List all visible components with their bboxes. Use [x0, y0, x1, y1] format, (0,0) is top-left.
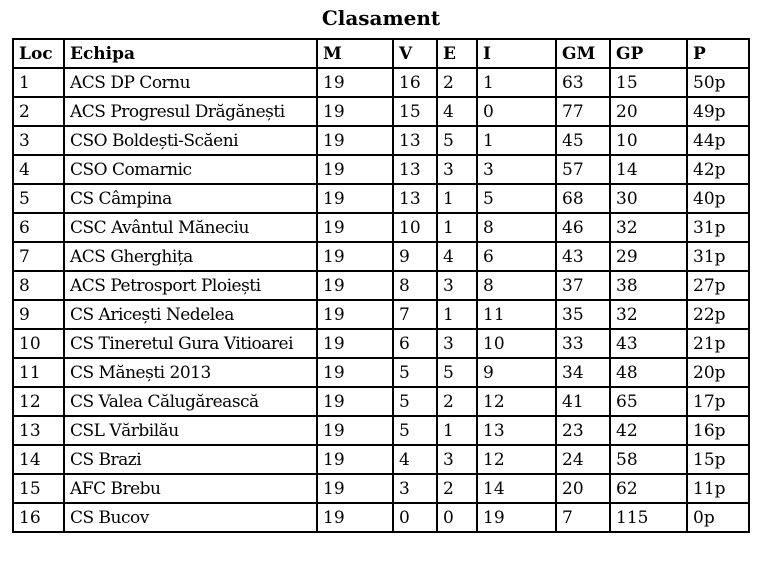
cell-draws: 0 — [437, 503, 477, 532]
cell-matches: 19 — [317, 242, 393, 271]
cell-team: CSO Boldești-Scăeni — [64, 126, 317, 155]
cell-points: 0p — [687, 503, 749, 532]
table-row — [13, 329, 749, 358]
cell-team: CSL Vărbilău — [64, 416, 317, 445]
cell-losses: 12 — [477, 387, 556, 416]
cell-points: 31p — [687, 242, 749, 271]
table-row — [13, 184, 749, 213]
cell-goals-against: 65 — [610, 387, 687, 416]
cell-matches: 19 — [317, 271, 393, 300]
cell-goals-for: 46 — [556, 213, 610, 242]
cell-goals-for: 20 — [556, 474, 610, 503]
table-row — [13, 242, 749, 271]
cell-losses: 5 — [477, 184, 556, 213]
cell-draws: 1 — [437, 300, 477, 329]
cell-losses: 14 — [477, 474, 556, 503]
cell-wins: 0 — [393, 503, 437, 532]
column-header-goals-for: GM — [556, 39, 610, 68]
cell-points: 21p — [687, 329, 749, 358]
cell-position: 8 — [13, 271, 64, 300]
cell-goals-against: 43 — [610, 329, 687, 358]
cell-losses: 1 — [477, 126, 556, 155]
cell-wins: 13 — [393, 184, 437, 213]
cell-goals-against: 10 — [610, 126, 687, 155]
cell-points: 49p — [687, 97, 749, 126]
cell-position: 14 — [13, 445, 64, 474]
cell-goals-for: 77 — [556, 97, 610, 126]
cell-points: 20p — [687, 358, 749, 387]
table-row — [13, 300, 749, 329]
cell-team: ACS DP Cornu — [64, 68, 317, 97]
cell-position: 4 — [13, 155, 64, 184]
cell-goals-against: 14 — [610, 155, 687, 184]
cell-losses: 9 — [477, 358, 556, 387]
cell-position: 11 — [13, 358, 64, 387]
column-header-losses: I — [477, 39, 556, 68]
table-row — [13, 213, 749, 242]
table-row — [13, 387, 749, 416]
cell-team: ACS Gherghița — [64, 242, 317, 271]
cell-matches: 19 — [317, 300, 393, 329]
cell-points: 11p — [687, 474, 749, 503]
cell-draws: 3 — [437, 155, 477, 184]
cell-wins: 9 — [393, 242, 437, 271]
cell-points: 15p — [687, 445, 749, 474]
cell-goals-against: 48 — [610, 358, 687, 387]
cell-goals-for: 63 — [556, 68, 610, 97]
cell-goals-for: 57 — [556, 155, 610, 184]
table-row — [13, 126, 749, 155]
table-body — [13, 68, 749, 532]
cell-team: CSO Comarnic — [64, 155, 317, 184]
column-header-wins: V — [393, 39, 437, 68]
cell-matches: 19 — [317, 126, 393, 155]
cell-wins: 13 — [393, 155, 437, 184]
cell-wins: 4 — [393, 445, 437, 474]
cell-draws: 4 — [437, 242, 477, 271]
cell-draws: 2 — [437, 474, 477, 503]
cell-wins: 3 — [393, 474, 437, 503]
cell-goals-against: 42 — [610, 416, 687, 445]
cell-losses: 10 — [477, 329, 556, 358]
cell-goals-for: 35 — [556, 300, 610, 329]
cell-position: 7 — [13, 242, 64, 271]
cell-wins: 15 — [393, 97, 437, 126]
cell-draws: 5 — [437, 358, 477, 387]
cell-matches: 19 — [317, 68, 393, 97]
cell-goals-against: 15 — [610, 68, 687, 97]
cell-goals-against: 115 — [610, 503, 687, 532]
cell-points: 22p — [687, 300, 749, 329]
cell-team: ACS Petrosport Ploiești — [64, 271, 317, 300]
cell-goals-against: 32 — [610, 213, 687, 242]
cell-losses: 12 — [477, 445, 556, 474]
cell-points: 31p — [687, 213, 749, 242]
cell-points: 27p — [687, 271, 749, 300]
table-row — [13, 155, 749, 184]
cell-position: 16 — [13, 503, 64, 532]
cell-position: 2 — [13, 97, 64, 126]
cell-team: CS Câmpina — [64, 184, 317, 213]
cell-matches: 19 — [317, 416, 393, 445]
table-row — [13, 358, 749, 387]
cell-goals-for: 45 — [556, 126, 610, 155]
cell-position: 1 — [13, 68, 64, 97]
cell-draws: 1 — [437, 416, 477, 445]
cell-team: CS Aricești Nedelea — [64, 300, 317, 329]
cell-wins: 6 — [393, 329, 437, 358]
cell-team: CSC Avântul Măneciu — [64, 213, 317, 242]
cell-points: 42p — [687, 155, 749, 184]
cell-goals-against: 58 — [610, 445, 687, 474]
table-row — [13, 416, 749, 445]
cell-matches: 19 — [317, 503, 393, 532]
cell-goals-against: 32 — [610, 300, 687, 329]
cell-position: 3 — [13, 126, 64, 155]
cell-team: CS Brazi — [64, 445, 317, 474]
cell-draws: 5 — [437, 126, 477, 155]
cell-team: CS Mănești 2013 — [64, 358, 317, 387]
cell-matches: 19 — [317, 97, 393, 126]
cell-goals-for: 41 — [556, 387, 610, 416]
table-row — [13, 68, 749, 97]
cell-team: CS Valea Călugărească — [64, 387, 317, 416]
cell-wins: 13 — [393, 126, 437, 155]
cell-losses: 1 — [477, 68, 556, 97]
cell-wins: 5 — [393, 358, 437, 387]
column-header-draws: E — [437, 39, 477, 68]
table-row — [13, 503, 749, 532]
cell-points: 16p — [687, 416, 749, 445]
cell-goals-for: 33 — [556, 329, 610, 358]
cell-matches: 19 — [317, 445, 393, 474]
cell-points: 44p — [687, 126, 749, 155]
cell-losses: 6 — [477, 242, 556, 271]
table-row — [13, 271, 749, 300]
cell-wins: 10 — [393, 213, 437, 242]
cell-losses: 8 — [477, 213, 556, 242]
cell-goals-for: 7 — [556, 503, 610, 532]
cell-matches: 19 — [317, 358, 393, 387]
cell-position: 6 — [13, 213, 64, 242]
page-title: Clasament — [321, 6, 441, 30]
cell-draws: 4 — [437, 97, 477, 126]
cell-draws: 1 — [437, 213, 477, 242]
header-row — [13, 39, 749, 68]
cell-losses: 8 — [477, 271, 556, 300]
cell-goals-against: 30 — [610, 184, 687, 213]
cell-position: 13 — [13, 416, 64, 445]
cell-position: 12 — [13, 387, 64, 416]
cell-wins: 5 — [393, 416, 437, 445]
cell-goals-for: 43 — [556, 242, 610, 271]
cell-goals-for: 68 — [556, 184, 610, 213]
column-header-loc: Loc — [13, 39, 64, 68]
cell-matches: 19 — [317, 155, 393, 184]
cell-position: 5 — [13, 184, 64, 213]
cell-goals-for: 37 — [556, 271, 610, 300]
cell-points: 40p — [687, 184, 749, 213]
cell-wins: 5 — [393, 387, 437, 416]
column-header-points: P — [687, 39, 749, 68]
cell-position: 9 — [13, 300, 64, 329]
cell-points: 17p — [687, 387, 749, 416]
cell-losses: 13 — [477, 416, 556, 445]
cell-team: ACS Progresul Drăgănești — [64, 97, 317, 126]
cell-losses: 0 — [477, 97, 556, 126]
column-header-matches: M — [317, 39, 393, 68]
column-header-goals-against: GP — [610, 39, 687, 68]
cell-wins: 7 — [393, 300, 437, 329]
table-header — [13, 39, 749, 68]
cell-draws: 3 — [437, 445, 477, 474]
cell-wins: 8 — [393, 271, 437, 300]
cell-position: 15 — [13, 474, 64, 503]
cell-matches: 19 — [317, 213, 393, 242]
cell-points: 50p — [687, 68, 749, 97]
cell-wins: 16 — [393, 68, 437, 97]
cell-losses: 19 — [477, 503, 556, 532]
cell-draws: 2 — [437, 387, 477, 416]
cell-position: 10 — [13, 329, 64, 358]
cell-matches: 19 — [317, 474, 393, 503]
cell-matches: 19 — [317, 329, 393, 358]
cell-team: CS Bucov — [64, 503, 317, 532]
cell-matches: 19 — [317, 387, 393, 416]
cell-goals-against: 62 — [610, 474, 687, 503]
cell-goals-against: 29 — [610, 242, 687, 271]
cell-draws: 3 — [437, 271, 477, 300]
table-row — [13, 474, 749, 503]
table-row — [13, 445, 749, 474]
cell-goals-against: 38 — [610, 271, 687, 300]
cell-team: CS Tineretul Gura Vitioarei — [64, 329, 317, 358]
standings-table — [12, 38, 750, 533]
cell-goals-for: 23 — [556, 416, 610, 445]
cell-goals-for: 24 — [556, 445, 610, 474]
table-row — [13, 97, 749, 126]
cell-losses: 3 — [477, 155, 556, 184]
column-header-team: Echipa — [64, 39, 317, 68]
cell-losses: 11 — [477, 300, 556, 329]
cell-draws: 3 — [437, 329, 477, 358]
cell-goals-against: 20 — [610, 97, 687, 126]
cell-goals-for: 34 — [556, 358, 610, 387]
cell-matches: 19 — [317, 184, 393, 213]
cell-team: AFC Brebu — [64, 474, 317, 503]
cell-draws: 2 — [437, 68, 477, 97]
cell-draws: 1 — [437, 184, 477, 213]
